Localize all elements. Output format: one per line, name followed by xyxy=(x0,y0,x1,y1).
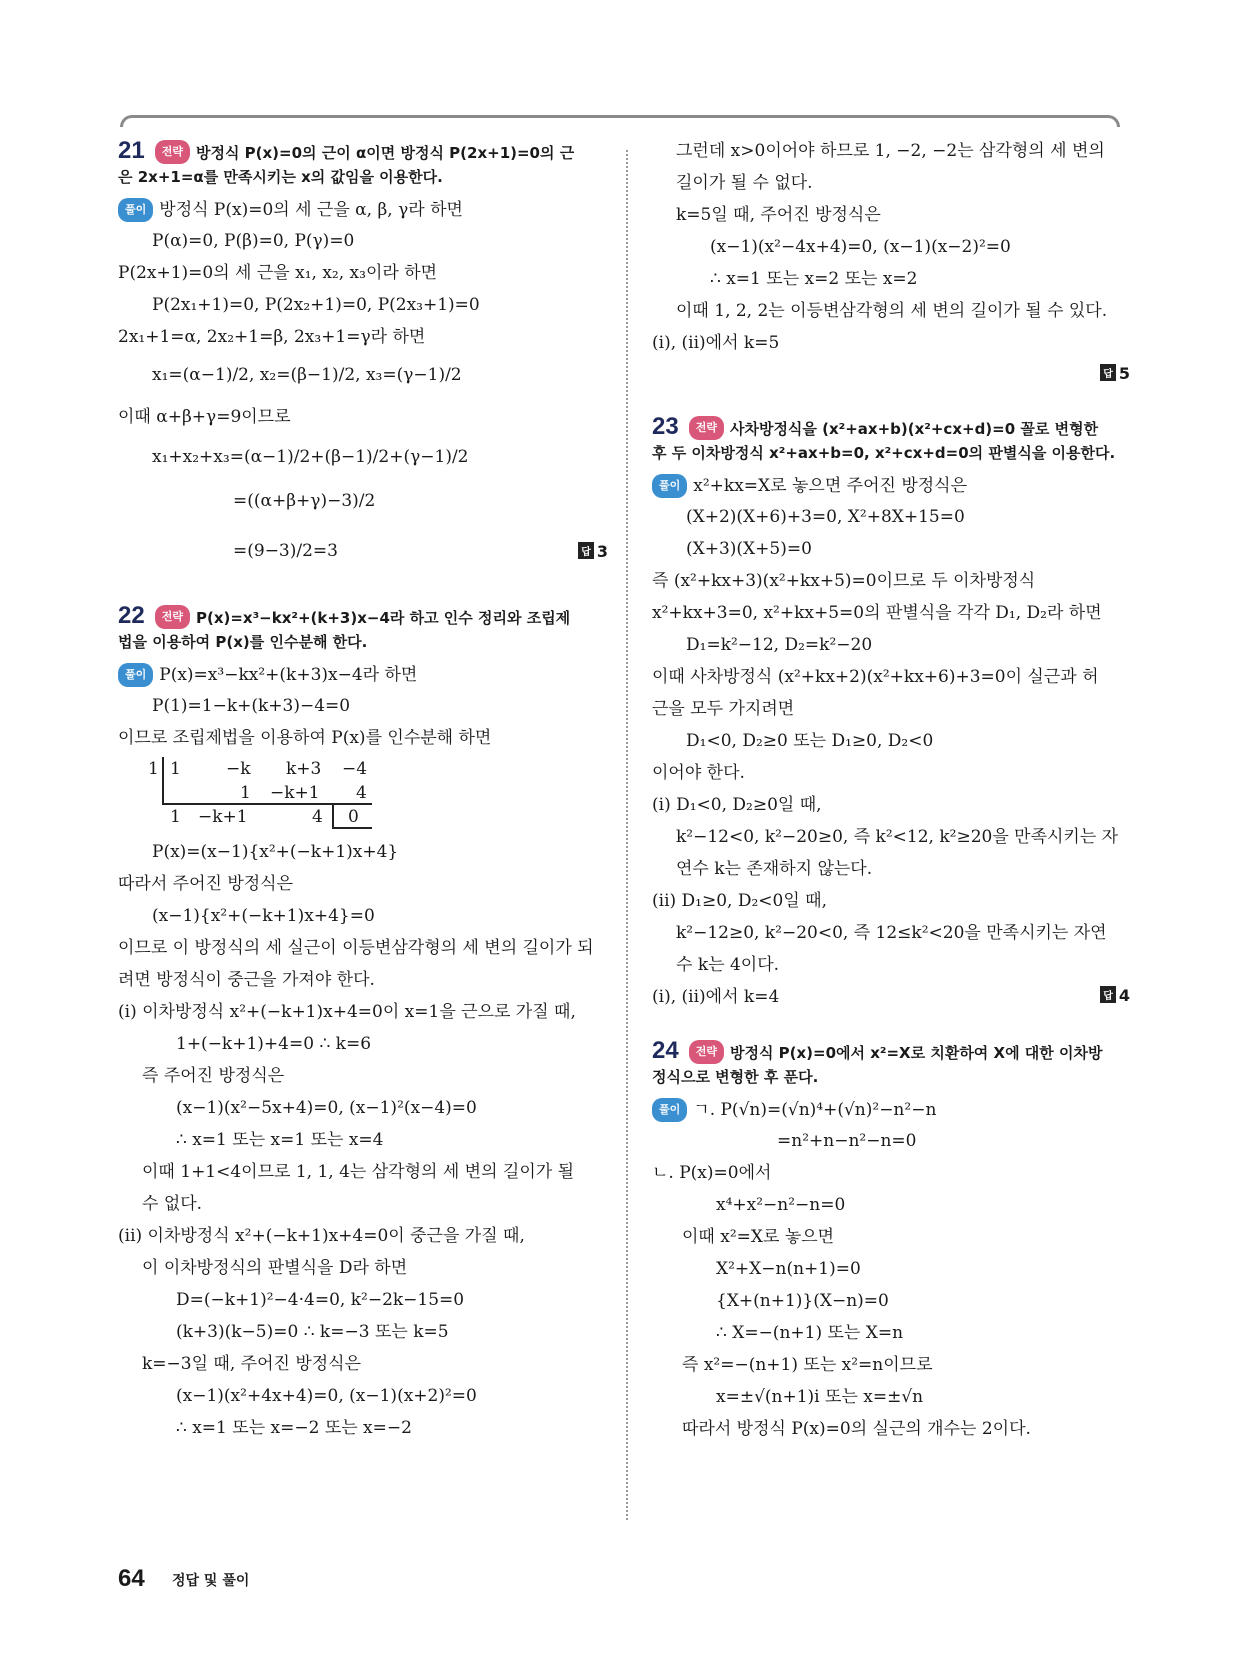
problem-number: 21 xyxy=(118,137,145,164)
strategy-text: 정식으로 변형한 후 푼다. xyxy=(652,1068,819,1086)
solution-line: P(1)=1−k+(k+3)−4=0 xyxy=(152,696,351,716)
solution-line: 1+(−k+1)+4=0 ∴ k=6 xyxy=(176,1034,372,1054)
problem-number: 24 xyxy=(652,1037,679,1064)
solution-line: D₁=k²−12, D₂=k²−20 xyxy=(686,635,873,655)
solution-line: ㄱ. P(√n)=(√n)⁴+(√n)²−n²−n xyxy=(693,1100,937,1120)
remainder-bar xyxy=(332,803,334,827)
division-bar xyxy=(162,757,164,803)
solution-line: (X+2)(X+6)+3=0, X²+8X+15=0 xyxy=(686,507,965,527)
solution-line: 이어야 한다. xyxy=(652,763,745,783)
solution-line: x₁=(α−1)/2, x₂=(β−1)/2, x₃=(γ−1)/2 xyxy=(152,365,462,385)
solution-line: x²+kx=X로 놓으면 주어진 방정식은 xyxy=(693,476,968,496)
solution-line: (x−1)(x²−4x+4)=0, (x−1)(x−2)²=0 xyxy=(710,237,1011,257)
division-rule xyxy=(162,803,372,805)
problem-number: 22 xyxy=(118,602,145,629)
solution-line: (x−1)(x²+4x+4)=0, (x−1)(x+2)²=0 xyxy=(176,1386,477,1406)
solution-line: 2x₁+1=α, 2x₂+1=β, 2x₃+1=γ라 하면 xyxy=(118,327,426,347)
answer-22 xyxy=(1100,364,1130,383)
solution-line: 이 이차방정식의 판별식을 D라 하면 xyxy=(142,1258,408,1278)
solution-line: {X+(n+1)}(X−n)=0 xyxy=(716,1291,889,1311)
coef: −k+1 xyxy=(270,783,320,803)
coef: 4 xyxy=(356,783,367,803)
coef: −k xyxy=(226,759,251,779)
solution-line: D=(−k+1)²−4·4=0, k²−2k−15=0 xyxy=(176,1290,465,1310)
answer-value: 4 xyxy=(1118,986,1130,1005)
solution-badge: 풀이 xyxy=(652,1098,687,1122)
solution-line: =((α+β+γ)−3)/2 xyxy=(233,491,376,511)
coef: k+3 xyxy=(286,759,322,779)
solution-line: (i), (ii)에서 k=5 xyxy=(652,333,780,353)
solution-line: P(2x₁+1)=0, P(2x₂+1)=0, P(2x₃+1)=0 xyxy=(152,295,480,315)
top-rule xyxy=(120,115,1120,127)
coef: −4 xyxy=(342,759,368,779)
strategy-text: 은 2x+1=α를 만족시키는 x의 값임을 이용한다. xyxy=(118,168,443,186)
solution-line: X²+X−n(n+1)=0 xyxy=(716,1259,861,1279)
solution-line: 길이가 될 수 없다. xyxy=(676,173,813,193)
solution-line: k²−12<0, k²−20≥0, 즉 k²<12, k²≥20을 만족시키는 자 xyxy=(676,827,1119,847)
synthetic-division xyxy=(148,755,378,827)
coef: 1 xyxy=(240,783,251,803)
solution-line: 방정식 P(x)=0의 세 근을 α, β, γ라 하면 xyxy=(159,200,463,220)
solution-line: 즉 x²=−(n+1) 또는 x²=n이므로 xyxy=(682,1355,933,1375)
solution-line: ∴ x=1 또는 x=1 또는 x=4 xyxy=(176,1130,384,1150)
solution-line: ∴ X=−(n+1) 또는 X=n xyxy=(716,1323,904,1343)
solution-line: 려면 방정식이 중근을 가져야 한다. xyxy=(118,970,375,990)
coef: 4 xyxy=(312,807,323,827)
solution-line: x₁+x₂+x₃=(α−1)/2+(β−1)/2+(γ−1)/2 xyxy=(152,447,469,467)
solution-line: =(9−3)/2=3 xyxy=(233,541,338,561)
column-divider xyxy=(626,150,628,1520)
answer-value: 3 xyxy=(596,542,608,561)
solution-line: 이때 1+1<4이므로 1, 1, 4는 삼각형의 세 변의 길이가 될 xyxy=(142,1162,574,1182)
solution-line: (x−1){x²+(−k+1)x+4}=0 xyxy=(152,906,375,926)
solution-line: x=±√(n+1)i 또는 x=±√n xyxy=(716,1387,924,1407)
solution-line: x²+kx+3=0, x²+kx+5=0의 판별식을 각각 D₁, D₂라 하면 xyxy=(652,603,1102,623)
solution-badge: 풀이 xyxy=(118,198,153,222)
solution-line: 따라서 주어진 방정식은 xyxy=(118,874,294,894)
coef: 1 xyxy=(170,759,181,779)
solution-line: 이때 x²=X로 놓으면 xyxy=(682,1227,835,1247)
answer-value: 5 xyxy=(1118,364,1130,383)
remainder-rule xyxy=(332,827,372,829)
solution-line: 즉 (x²+kx+3)(x²+kx+5)=0이므로 두 이차방정식 xyxy=(652,571,1036,591)
solution-line: ㄴ. P(x)=0에서 xyxy=(652,1163,772,1183)
solution-badge: 풀이 xyxy=(652,474,687,498)
solution-line: (ii) 이차방정식 x²+(−k+1)x+4=0이 중근을 가질 때, xyxy=(118,1226,525,1246)
solution-line: k=5일 때, 주어진 방정식은 xyxy=(676,205,881,225)
solution-line: P(α)=0, P(β)=0, P(γ)=0 xyxy=(152,231,355,251)
solution-line: 이때 1, 2, 2는 이등변삼각형의 세 변의 길이가 될 수 있다. xyxy=(676,301,1108,321)
solution-line: x⁴+x²−n²−n=0 xyxy=(716,1195,846,1215)
solution-line: 이므로 이 방정식의 세 실근이 이등변삼각형의 세 변의 길이가 되 xyxy=(118,938,594,958)
solution-line: (k+3)(k−5)=0 ∴ k=−3 또는 k=5 xyxy=(176,1322,449,1342)
divisor: 1 xyxy=(148,759,159,779)
solution-line: (i) 이차방정식 x²+(−k+1)x+4=0이 x=1을 근으로 가질 때, xyxy=(118,1002,576,1022)
answer-badge: 답 xyxy=(578,542,594,559)
solution-line: 그런데 x>0이어야 하므로 1, −2, −2는 삼각형의 세 변의 xyxy=(676,141,1105,161)
strategy-badge: 전략 xyxy=(155,605,190,629)
answer-badge: 답 xyxy=(1100,364,1116,381)
solution-line: 따라서 방정식 P(x)=0의 실근의 개수는 2이다. xyxy=(682,1419,1031,1439)
coef: 0 xyxy=(348,807,359,827)
solution-line: ∴ x=1 또는 x=−2 또는 x=−2 xyxy=(176,1418,412,1438)
strategy-text: 방정식 P(x)=0에서 x²=X로 치환하여 X에 대한 이차방 xyxy=(729,1044,1103,1062)
answer-23 xyxy=(1100,986,1130,1005)
solution-line: 이므로 조립제법을 이용하여 P(x)를 인수분해 하면 xyxy=(118,728,492,748)
solution-line: ∴ x=1 또는 x=2 또는 x=2 xyxy=(710,269,918,289)
page-number: 64 xyxy=(118,1565,145,1592)
strategy-text: 법을 이용하여 P(x)를 인수분해 한다. xyxy=(118,633,368,651)
section-label: 정답 및 풀이 xyxy=(172,1573,250,1589)
solution-line: D₁<0, D₂≥0 또는 D₁≥0, D₂<0 xyxy=(686,731,934,751)
solution-line: (i) D₁<0, D₂≥0일 때, xyxy=(652,795,822,815)
solution-line: =n²+n−n²−n=0 xyxy=(777,1131,917,1151)
solution-line: k²−12≥0, k²−20<0, 즉 12≤k²<20을 만족시키는 자연 xyxy=(676,923,1107,943)
solution-badge: 풀이 xyxy=(118,663,153,687)
solution-line: 즉 주어진 방정식은 xyxy=(142,1066,285,1086)
strategy-text: 방정식 P(x)=0의 근이 α이면 방정식 P(2x+1)=0의 근 xyxy=(195,144,575,162)
solution-line: (i), (ii)에서 k=4 xyxy=(652,987,780,1007)
problem-number: 23 xyxy=(652,413,679,440)
solution-line: 근을 모두 가지려면 xyxy=(652,699,795,719)
solution-line: (X+3)(X+5)=0 xyxy=(686,539,812,559)
solution-line: 수 k는 4이다. xyxy=(676,955,780,975)
solution-line: P(x)=(x−1){x²+(−k+1)x+4} xyxy=(152,842,399,862)
solution-line: (ii) D₁≥0, D₂<0일 때, xyxy=(652,891,828,911)
strategy-badge: 전략 xyxy=(689,416,724,440)
strategy-text: 후 두 이차방정식 x²+ax+b=0, x²+cx+d=0의 판별식을 이용한다. xyxy=(652,444,1116,462)
answer-21 xyxy=(578,542,608,561)
strategy-text: 사차방정식을 (x²+ax+b)(x²+cx+d)=0 꼴로 변형한 xyxy=(729,420,1099,438)
coef: 1 xyxy=(170,807,181,827)
solution-line: 이때 사차방정식 (x²+kx+2)(x²+kx+6)+3=0이 실근과 허 xyxy=(652,667,1099,687)
solution-line: 수 없다. xyxy=(142,1194,203,1214)
strategy-badge: 전략 xyxy=(689,1040,724,1064)
solution-line: (x−1)(x²−5x+4)=0, (x−1)²(x−4)=0 xyxy=(176,1098,477,1118)
solution-line: P(2x+1)=0의 세 근을 x₁, x₂, x₃이라 하면 xyxy=(118,263,438,283)
strategy-text: P(x)=x³−kx²+(k+3)x−4라 하고 인수 정리와 조립제 xyxy=(195,609,571,627)
solution-line: P(x)=x³−kx²+(k+3)x−4라 하면 xyxy=(159,665,418,685)
solution-line: k=−3일 때, 주어진 방정식은 xyxy=(142,1354,362,1374)
strategy-badge: 전략 xyxy=(155,140,190,164)
solution-line: 연수 k는 존재하지 않는다. xyxy=(676,859,873,879)
solution-line: 이때 α+β+γ=9이므로 xyxy=(118,407,291,427)
coef: −k+1 xyxy=(198,807,248,827)
answer-badge: 답 xyxy=(1100,986,1116,1003)
